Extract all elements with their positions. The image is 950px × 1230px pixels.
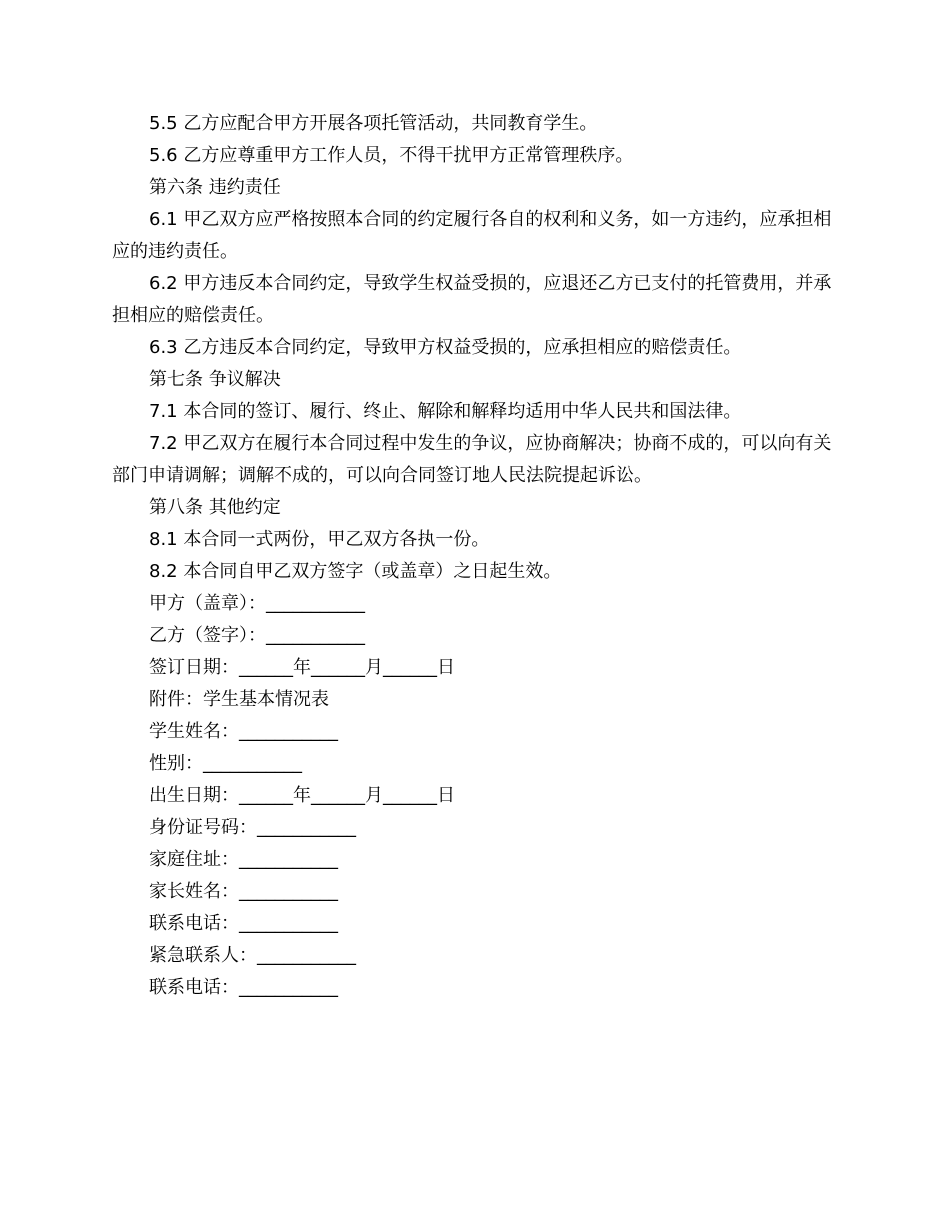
gender-field: 性别：___________ [149,753,302,774]
student-name-field: 学生姓名：___________ [149,721,338,742]
emergency-contact-field: 紧急联系人：___________ [149,945,356,966]
clause-7-1: 7.1 本合同的签订、履行、终止、解除和解释均适用中华人民共和国法律。 [149,401,742,422]
parent-name-field: 家长姓名：___________ [149,881,338,902]
document-body [112,108,836,1004]
signing-date-line: 签订日期：______年______月______日 [149,657,455,678]
clause-6-3: 6.3 乙方违反本合同约定，导致甲方权益受损的，应承担相应的赔偿责任。 [149,337,742,358]
clause-6-2: 6.2 甲方违反本合同约定，导致学生权益受损的，应退还乙方已支付的托管费用，并承担相应的赔偿责任。 [112,273,832,326]
party-a-seal-line: 甲方（盖章）：___________ [149,593,365,614]
id-number-field: 身份证号码：___________ [149,817,356,838]
party-b-signature-line: 乙方（签字）：___________ [149,625,365,646]
clause-7-2: 7.2 甲乙双方在履行本合同过程中发生的争议，应协商解决；协商不成的，可以向有关部门申请调解；调解不成的，可以向合同签订地人民法院提起诉讼。 [112,433,832,486]
article-6-heading: 第六条 违约责任 [149,177,281,198]
emergency-phone-field: 联系电话：___________ [149,977,338,998]
clause-8-1: 8.1 本合同一式两份，甲乙双方各执一份。 [149,529,490,550]
clause-8-2: 8.2 本合同自甲乙双方签字（或盖章）之日起生效。 [149,561,562,582]
article-7-heading: 第七条 争议解决 [149,369,281,390]
clause-5-6: 5.6 乙方应尊重甲方工作人员，不得干扰甲方正常管理秩序。 [149,145,634,166]
home-address-field: 家庭住址：___________ [149,849,338,870]
clause-6-1: 6.1 甲乙双方应严格按照本合同的约定履行各自的权利和义务，如一方违约，应承担相应的违约责任。 [112,209,832,262]
attachment-title: 附件：学生基本情况表 [149,689,329,710]
birth-date-field: 出生日期：______年______月______日 [149,785,455,806]
contact-phone-field: 联系电话：___________ [149,913,338,934]
article-8-heading: 第八条 其他约定 [149,497,281,518]
clause-5-5: 5.5 乙方应配合甲方开展各项托管活动，共同教育学生。 [149,113,598,134]
